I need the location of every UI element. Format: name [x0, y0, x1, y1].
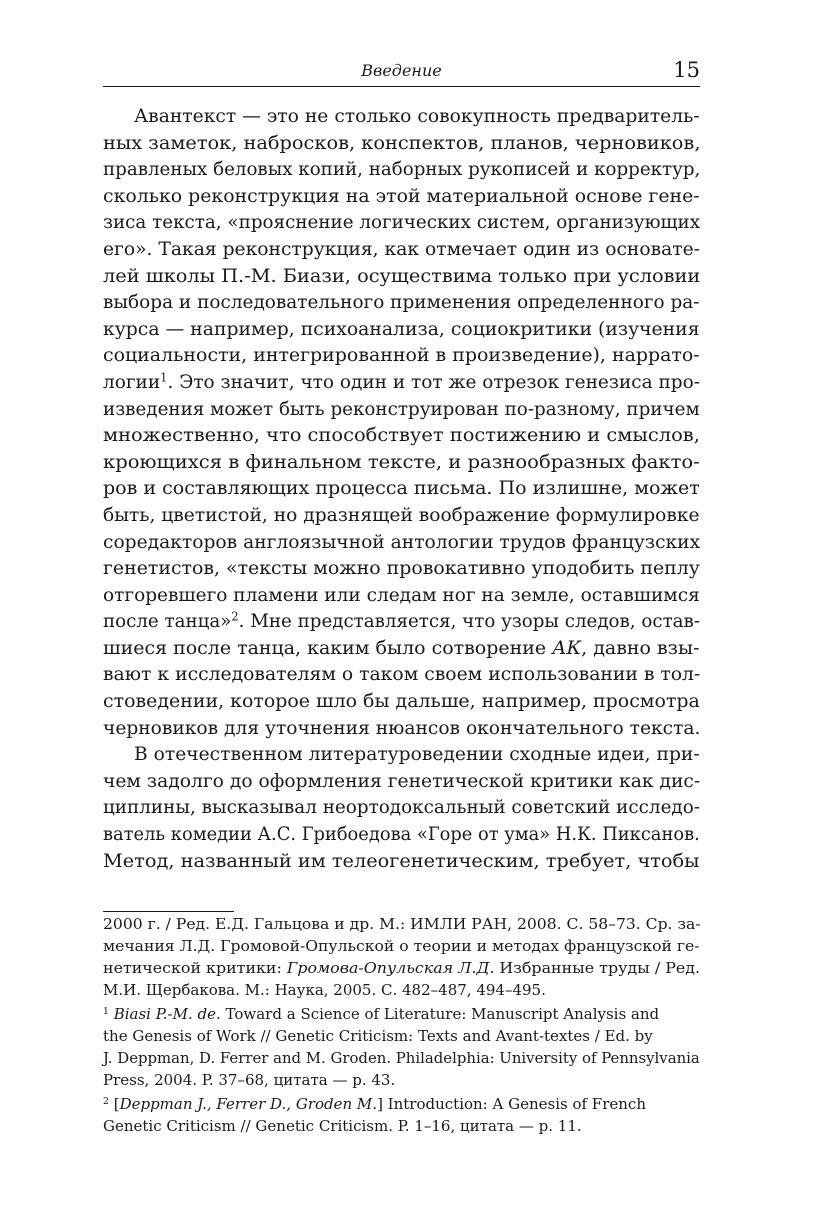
text-run: $^1$ Biasi P.-M. de. Toward a Science of Literature: Manuscript Analysis and — [103, 1005, 660, 1023]
footnote-rule — [103, 911, 234, 912]
body-text — [103, 103, 700, 874]
header-rule — [103, 86, 700, 87]
running-head — [103, 58, 700, 84]
text-line: сколько реконструкция на этой материальной основе гене- — [103, 184, 700, 207]
italic-abbr: АК — [552, 636, 582, 659]
text-line: быть, цветистой, но дразнящей воображение формулировке — [103, 503, 700, 526]
text-line: циплины, высказывал неортодоксальный советский исследо- — [103, 796, 701, 819]
text-line: черновиков для уточнения нюансов окончательного текста. — [103, 716, 701, 739]
footnote-line: Press, 2004. P. 37–68, цитата — p. 43. — [103, 1071, 396, 1089]
footnotes — [103, 913, 700, 1137]
text-line: ных заметок, набросков, конспектов, планов, черновиков, — [103, 131, 701, 154]
footnote-2 — [103, 1093, 700, 1115]
text-line: чем задолго до оформления генетической критики как дис- — [103, 769, 701, 792]
text-line: В отечественном литературоведении сходные идеи, при- — [134, 743, 700, 766]
text-line: множественно, что способствует постижению и смыслов, — [103, 424, 700, 447]
footnote-ref-1: 1 — [160, 370, 168, 385]
footnote-marker-1: 1 — [103, 1005, 109, 1017]
footnote-line — [103, 957, 700, 979]
text-line — [103, 635, 700, 662]
text-line: выбора и последовательного применения определенного ра- — [103, 291, 700, 314]
text-line: отгоревшего пламени или следам ног на земле, оставшимся — [103, 583, 700, 606]
text-line: курса — например, психоанализа, социокритики (изучения — [103, 317, 700, 340]
text-line: ватель комедии А.С. Грибоедова «Горе от ума» Н.К. Пиксанов. — [103, 823, 700, 846]
text-line: Метод, названный им телеогенетическим, требует, чтобы — [103, 849, 700, 872]
text-run: нетической критики: Громова-Опульская Л.Д. Избранные труды / Ред. — [103, 959, 701, 977]
text-run: логии$^1$. Это значит, что один и тот же отрезок генезиса про- — [103, 370, 700, 393]
text-line: Авантекст — это не столько совокупность предваритель- — [134, 105, 700, 127]
footnote-line: 2000 г. / Ред. Е.Д. Гальцова и др. М.: ИМЛИ РАН, 2008. С. 58–73. Ср. за- — [103, 915, 701, 933]
text-line: лей школы П.-М. Биази, осуществима только при условии — [103, 264, 701, 287]
text-line: изведения может быть реконструирован по-разному, причем — [103, 397, 700, 420]
text-line: правленых беловых копий, наборных рукописей и корректур, — [103, 158, 701, 181]
text-line: его». Такая реконструкция, как отмечает один из основате- — [103, 237, 700, 260]
text-line — [103, 608, 700, 635]
text-run: $^2$ [Deppman J., Ferrer D., Groden M.] Introduction: A Genesis of French — [103, 1095, 646, 1113]
footnote-ref-2: 2 — [231, 609, 239, 624]
running-title: Введение — [361, 61, 442, 80]
text-line: стоведении, которое шло бы дальше, например, просмотра — [103, 690, 700, 713]
page-number: 15 — [673, 58, 700, 82]
text-run: шиеся после танца, каким было сотворение АК, давно взы- — [103, 636, 700, 659]
text-line: ров и составляющих процесса письма. По излишне, может — [103, 477, 700, 500]
footnote-line: J. Deppman, D. Ferrer and M. Groden. Philadelphia: University of Pennsylvania — [103, 1049, 700, 1067]
text-line: соредакторов англоязычной антологии трудов французских — [103, 530, 701, 553]
text-line: вают к исследователям о таком своем использовании в тол- — [103, 663, 701, 686]
text-line: кроющихся в финальном тексте, и разнообразных факто- — [103, 450, 700, 473]
text-line: зиса текста, «прояснение логических систем, организующих — [103, 211, 701, 234]
footnote-marker-2: 2 — [103, 1095, 109, 1107]
footnote-line: мечания Л.Д. Громовой-Опульской о теории и методах французской ге- — [103, 937, 700, 955]
text-line: генетистов, «тексты можно провокативно уподобить пеплу — [103, 557, 700, 580]
text-run: после танца»$^2$. Мне представляется, что узоры следов, остав- — [103, 609, 700, 633]
text-line: социальности, интегрированной в произведение), наррато- — [103, 344, 700, 367]
footnote-1 — [103, 1003, 700, 1025]
text-line — [103, 369, 700, 396]
footnote-line: the Genesis of Work // Genetic Criticism: Texts and Avant-textes / Ed. by — [103, 1027, 653, 1045]
footnote-line: М.И. Щербакова. М.: Наука, 2005. С. 482–487, 494–495. — [103, 981, 546, 999]
footnote-line: Genetic Criticism // Genetic Criticism. P. 1–16, цитата — p. 11. — [103, 1117, 582, 1135]
